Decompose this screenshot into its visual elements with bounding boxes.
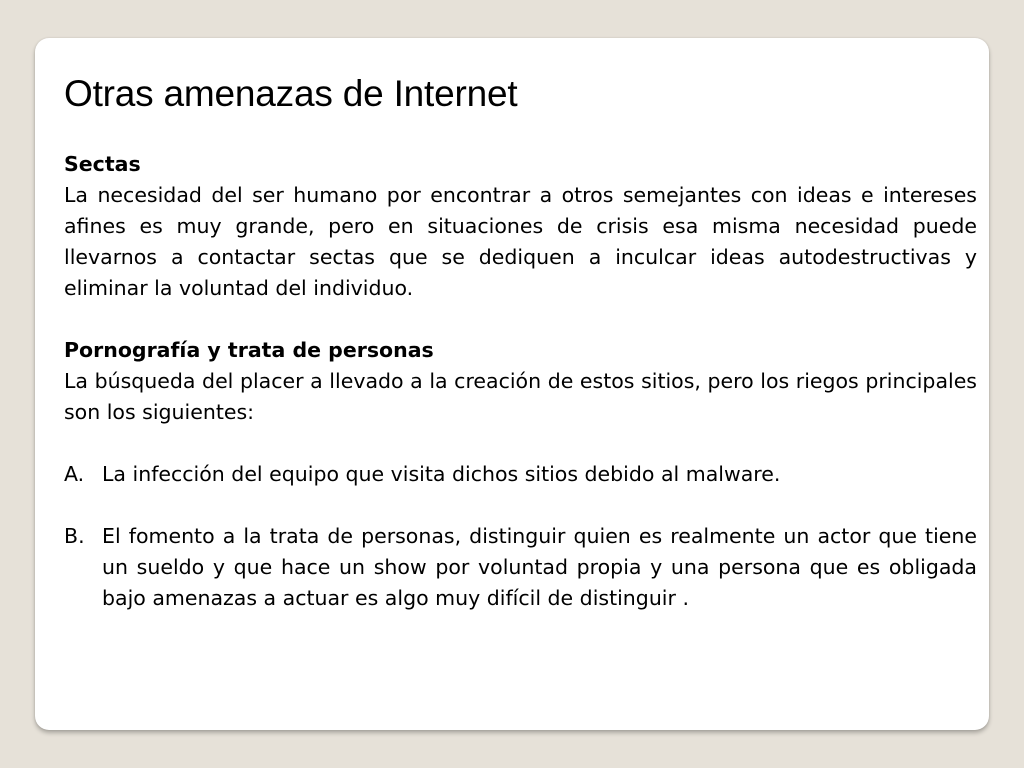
section-heading: Pornografía y trata de personas bbox=[64, 338, 434, 362]
list-item bbox=[64, 521, 977, 614]
spacer bbox=[64, 490, 977, 521]
slide-card bbox=[35, 38, 989, 730]
slide-title: Otras amenazas de Internet bbox=[64, 73, 518, 114]
section-body: La necesidad del ser humano por encontrar a otros semejantes con ideas e intereses afines es muy grande, pero en situaciones de crisis esa misma necesidad puede llevarnos a contactar sectas que se dediquen a inculcar ideas autodestructivas y eliminar la voluntad del individuo. bbox=[64, 183, 977, 300]
section-body: La búsqueda del placer a llevado a la creación de estos sitios, pero los riegos principales son los siguientes: bbox=[64, 369, 977, 424]
section-sectas bbox=[64, 149, 977, 304]
list-marker: B. bbox=[64, 524, 85, 548]
section-pornografia bbox=[64, 335, 977, 428]
section-heading: Sectas bbox=[64, 152, 141, 176]
spacer bbox=[64, 428, 977, 459]
risk-list bbox=[64, 459, 977, 614]
list-item-text: El fomento a la trata de personas, distinguir quien es realmente un actor que tiene un sueldo y que hace un show por voluntad propia y una persona que es obligada bajo amenazas a actuar es algo muy difícil de distinguir . bbox=[102, 524, 977, 610]
spacer bbox=[64, 304, 977, 335]
list-item-text: La infección del equipo que visita dichos sitios debido al malware. bbox=[102, 462, 781, 486]
list-item bbox=[64, 459, 977, 490]
list-marker: A. bbox=[64, 462, 85, 486]
